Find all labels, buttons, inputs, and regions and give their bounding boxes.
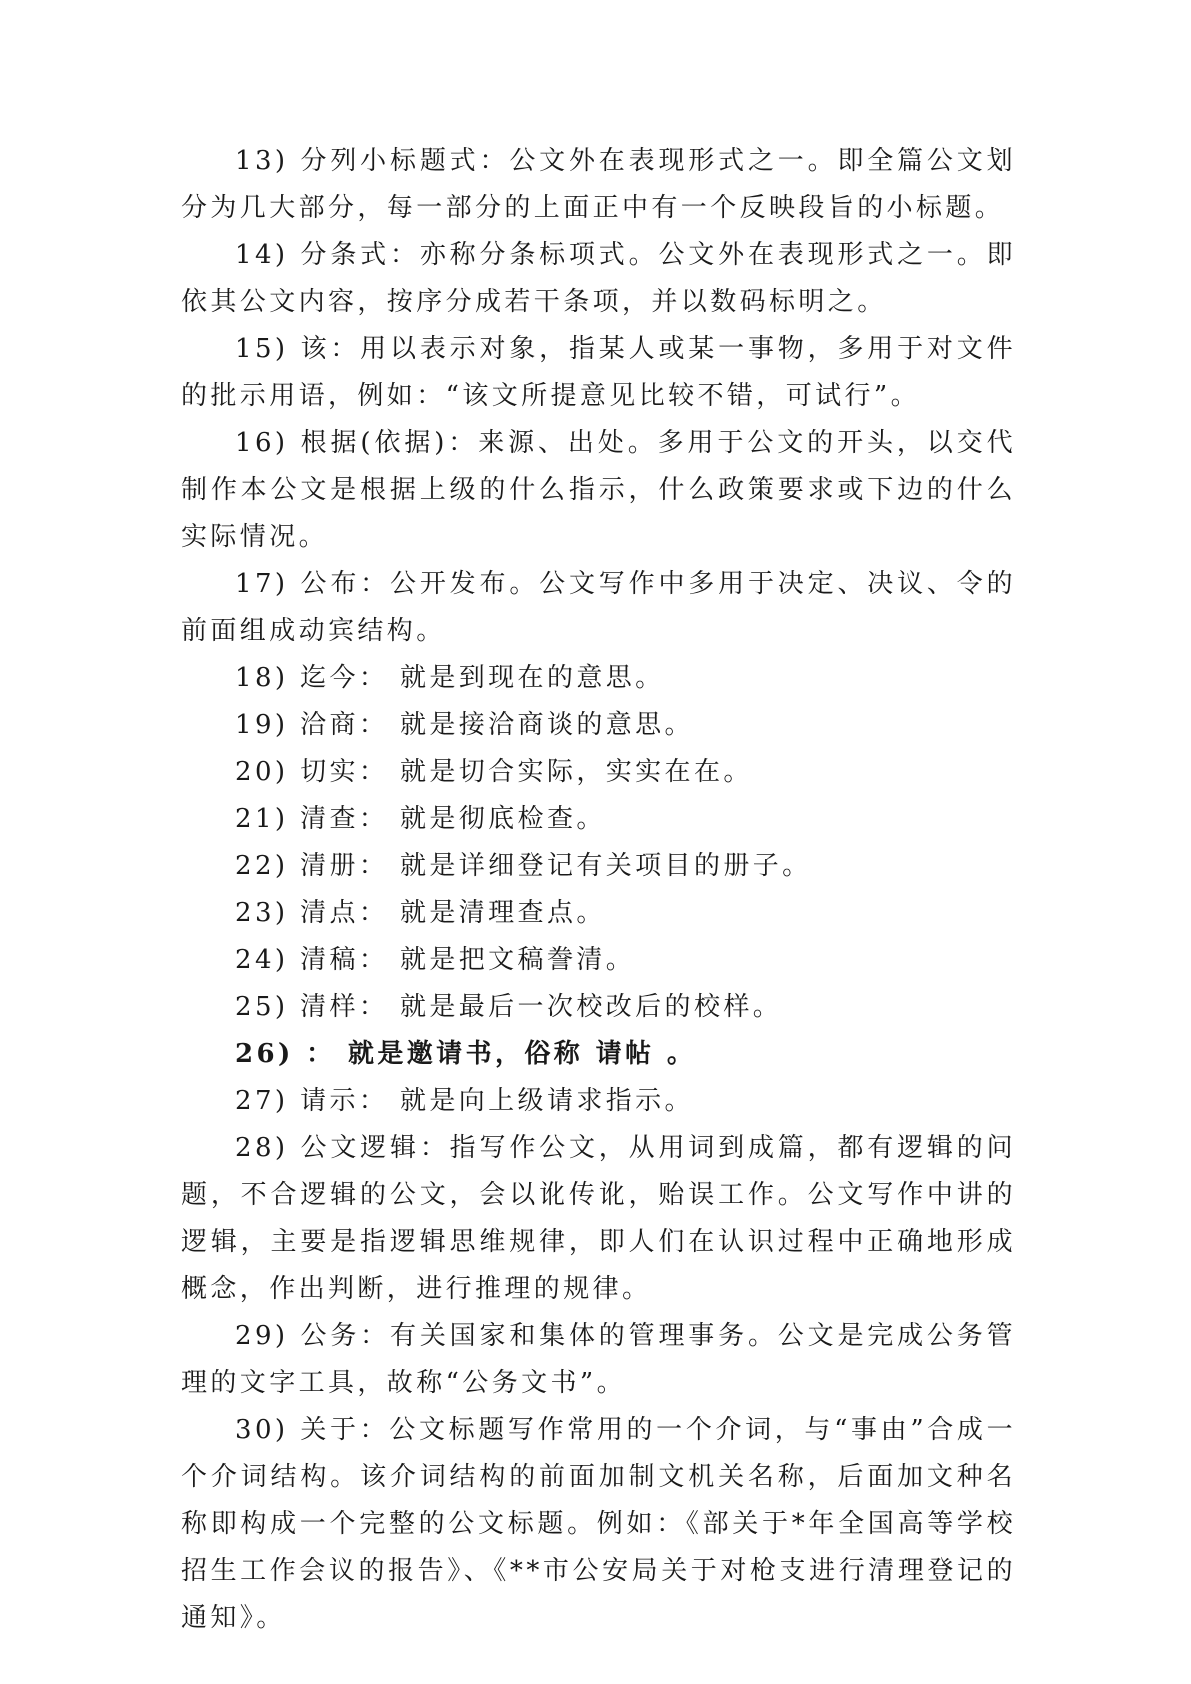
paragraph-26: 26) ： 就是邀请书，俗称 请帖 。: [235, 1039, 697, 1069]
paragraph-18: 18) 迄今： 就是到现在的意思。: [235, 663, 665, 693]
paragraph-14: 14) 分条式：亦称分条标项式。公文外在表现形式之一。即依其公文内容，按序分成若干条项，并以数码标明之。: [181, 240, 1016, 317]
paragraph-19: 19) 洽商： 就是接洽商谈的意思。: [235, 710, 694, 740]
paragraph-15: 15) 该：用以表示对象，指某人或某一事物，多用于对文件的批示用语，例如：“该文所提意见比较不错，可试行”。: [181, 334, 1016, 411]
paragraph-23: 23) 清点： 就是清理查点。: [235, 898, 606, 928]
paragraph-22: 22) 清册： 就是详细登记有关项目的册子。: [235, 851, 812, 881]
paragraph-20: 20) 切实： 就是切合实际，实实在在。: [235, 757, 753, 787]
paragraph-16: 16) 根据(依据)：来源、出处。多用于公文的开头，以交代制作本公文是根据上级的什么指示，什么政策要求或下边的什么实际情况。: [181, 428, 1016, 552]
paragraph-24: 24) 清稿： 就是把文稿誊清。: [235, 945, 636, 975]
document-body: [181, 138, 1016, 1642]
paragraph-17: 17) 公布：公开发布。公文写作中多用于决定、决议、令的前面组成动宾结构。: [181, 569, 1016, 646]
paragraph-29: 29) 公务：有关国家和集体的管理事务。公文是完成公务管理的文字工具，故称“公务文书”。: [181, 1321, 1016, 1398]
paragraph-30: 30) 关于：公文标题写作常用的一个介词，与“事由”合成一个介词结构。该介词结构的前面加制文机关名称，后面加文种名称即构成一个完整的公文标题。例如：《部关于*年全国高等学校招生工作会议的报告》、《**市公安局关于对枪支进行清理登记的通知》。: [181, 1415, 1016, 1633]
paragraph-28: 28) 公文逻辑：指写作公文，从用词到成篇，都有逻辑的问题，不合逻辑的公文，会以讹传讹，贻误工作。公文写作中讲的逻辑，主要是指逻辑思维规律，即人们在认识过程中正确地形成概念，作出判断，进行推理的规律。: [181, 1133, 1016, 1304]
paragraph-13: 13) 分列小标题式：公文外在表现形式之一。即全篇公文划分为几大部分，每一部分的上面正中有一个反映段旨的小标题。: [181, 146, 1016, 223]
paragraph-27: 27) 请示： 就是向上级请求指示。: [235, 1086, 694, 1116]
paragraph-21: 21) 清查： 就是彻底检查。: [235, 804, 606, 834]
paragraph-25: 25) 清样： 就是最后一次校改后的校样。: [235, 992, 783, 1022]
